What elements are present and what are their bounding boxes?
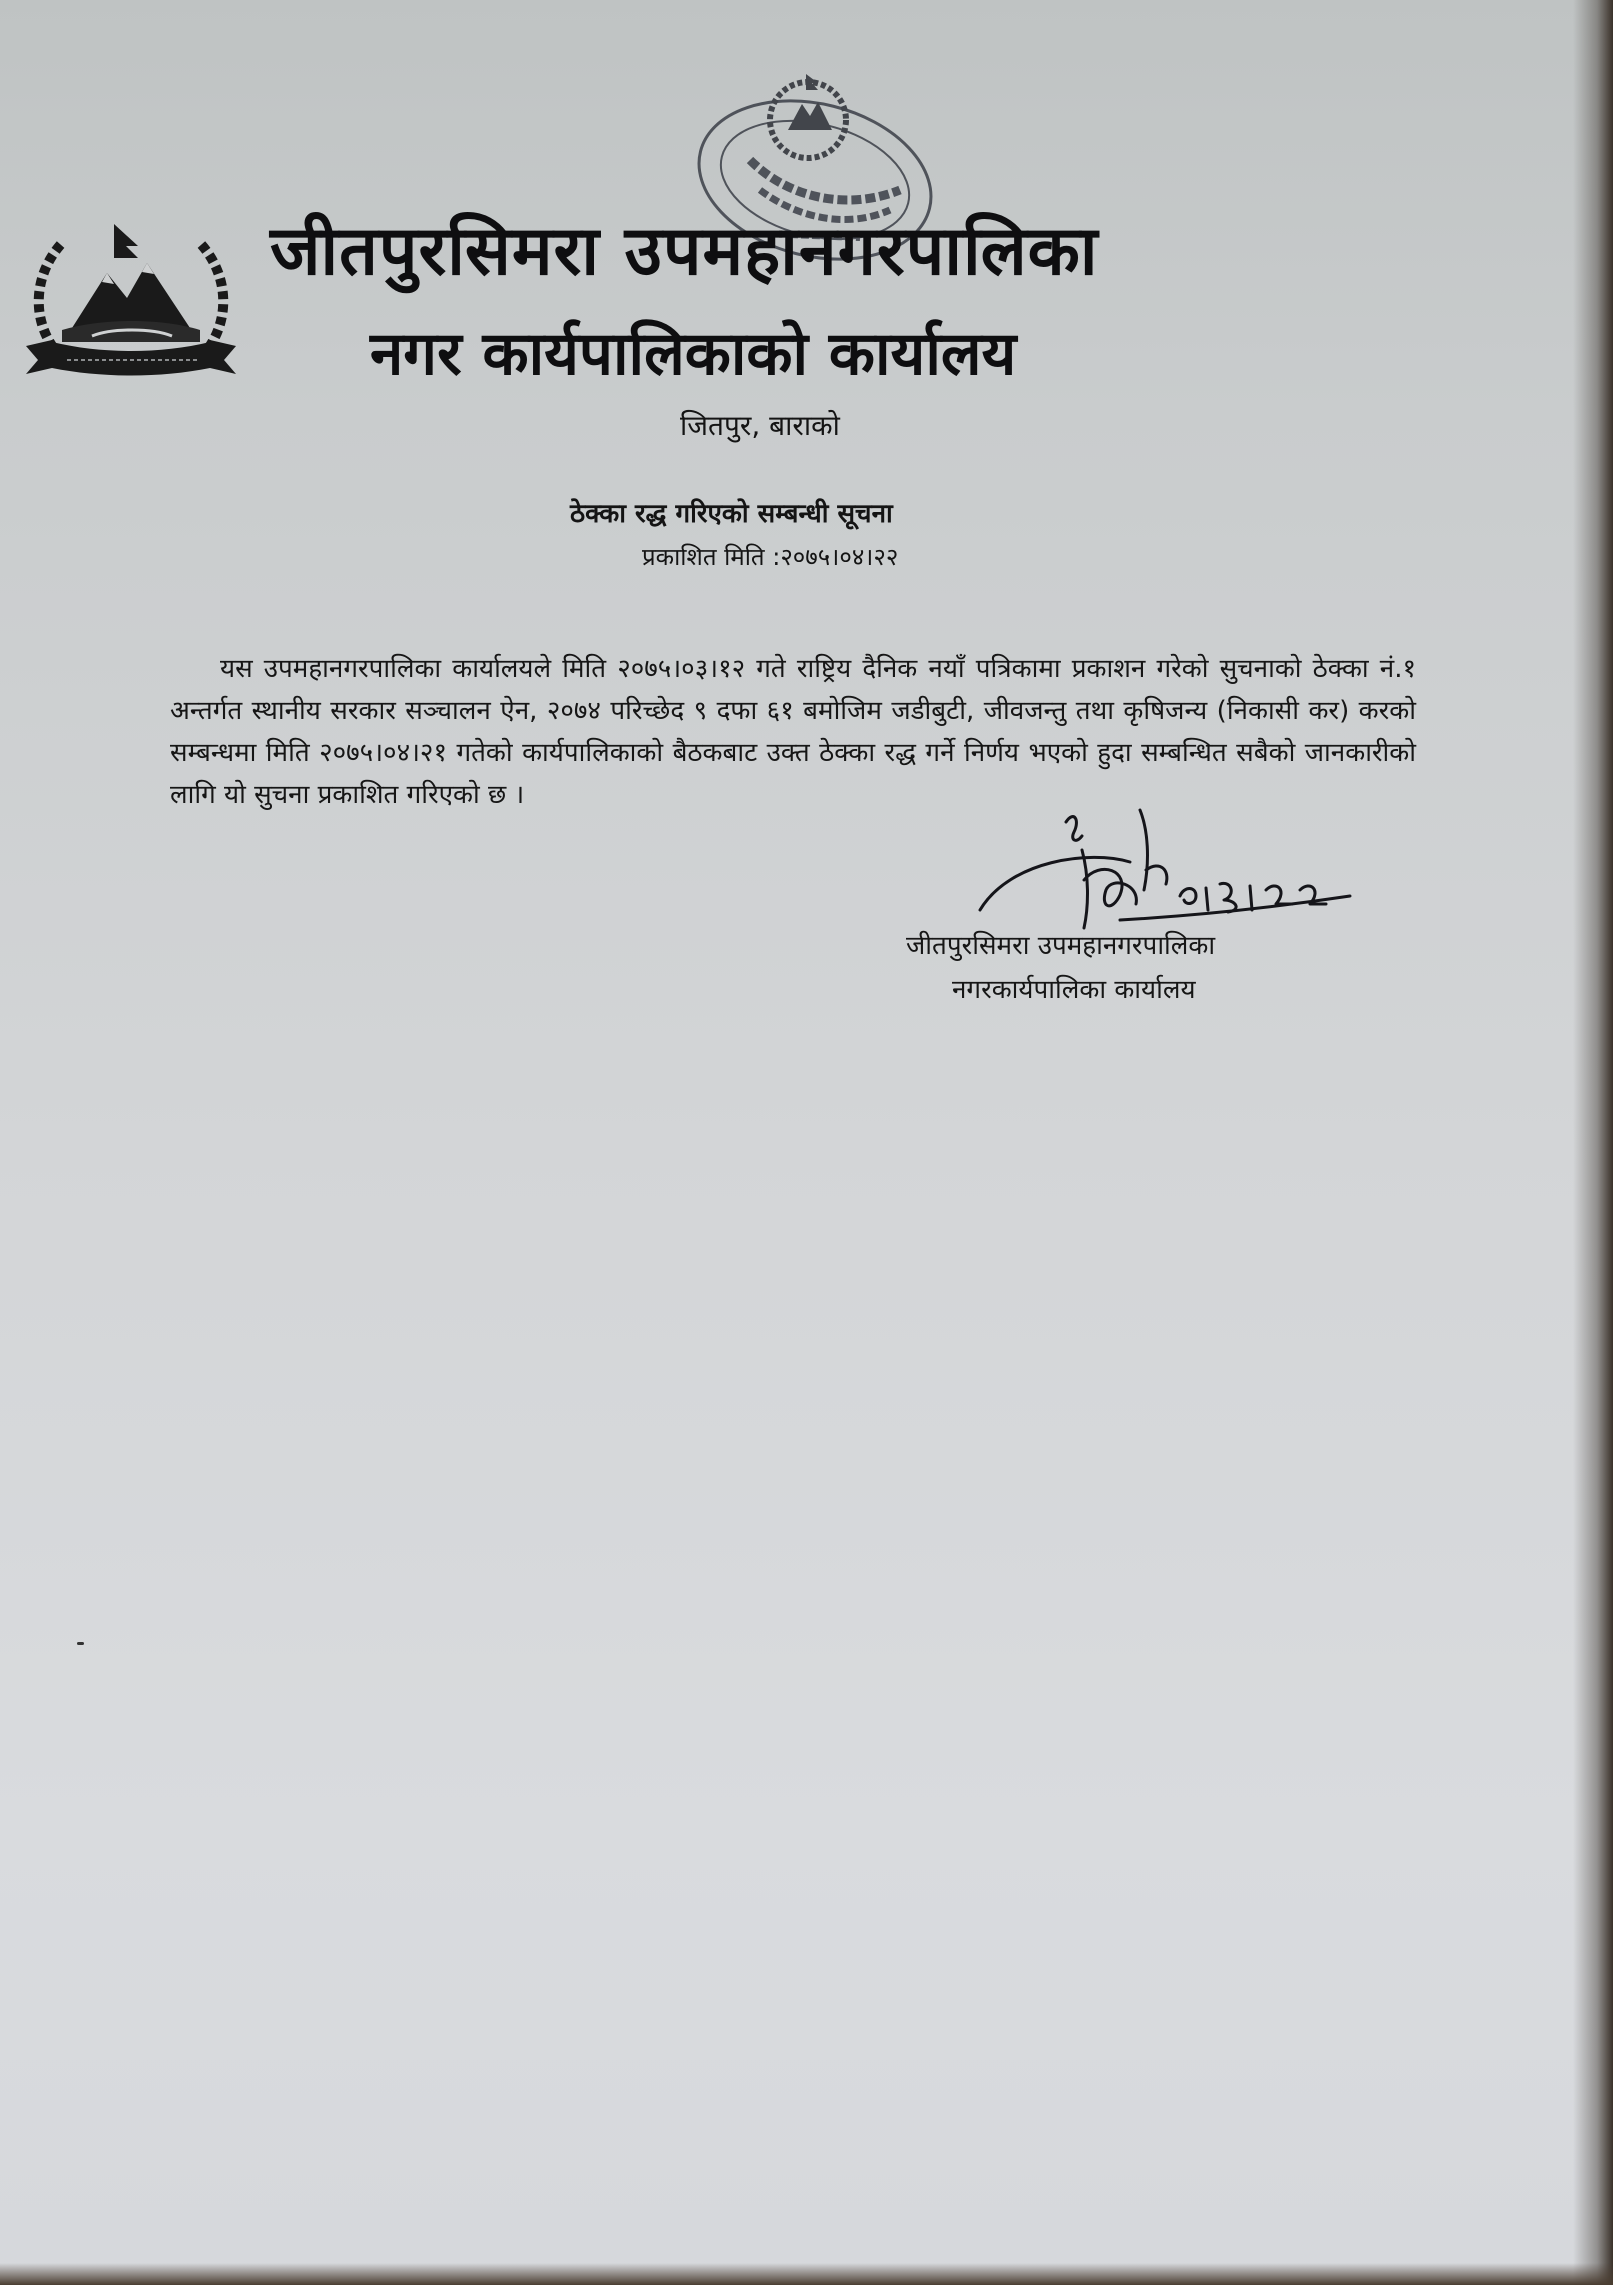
- nepal-government-emblem-icon: [22, 218, 240, 378]
- office-name-heading: जीतपुरसिमरा उपमहानगरपालिका: [270, 212, 1099, 291]
- paper-speck: [77, 1642, 84, 1645]
- publish-date: प्रकाशित मिति :२०७५।०४।२२: [642, 543, 899, 571]
- paper-bottom-edge-shadow: [0, 2263, 1613, 2285]
- notice-body: यस उपमहानगरपालिका कार्यालयले मिति २०७५।०३।१२ गते राष्ट्रिय दैनिक नयाँ पत्रिकामा प्रकाशन गरेको सुचनाको ठेक्का नं.१ अन्तर्गत स्थानीय सरकार सञ्चालन ऐन, २०७४ परिच्छेद ९ दफा ६१ बमोजिम जडीबुटी, जीवजन्तु तथा कृषिजन्य (निकासी कर) करको सम्बन्धमा मिति २०७५।०४।२१ गतेको कार्यपालिकाको बैठकबाट उक्त ठेक्का रद्ध गर्ने निर्णय भएको हुदा सम्बन्धित सबैको जानकारीको लागि यो सुचना प्रकाशित गरिएको छ ।: [170, 654, 1416, 810]
- office-subtitle-heading: नगर कार्यपालिकाको कार्यालय: [370, 319, 1017, 389]
- signature-office-subtitle: नगरकार्यपालिका कार्यालय: [952, 975, 1196, 1005]
- handwritten-signature: [970, 800, 1370, 940]
- signature-office-name: जीतपुरसिमरा उपमहानगरपालिका: [906, 931, 1216, 961]
- notice-title: ठेक्का रद्ध गरिएको सम्बन्धी सूचना: [570, 499, 893, 529]
- paper-right-edge-shadow: [1573, 0, 1613, 2285]
- office-address: जितपुर, बाराको: [680, 409, 840, 442]
